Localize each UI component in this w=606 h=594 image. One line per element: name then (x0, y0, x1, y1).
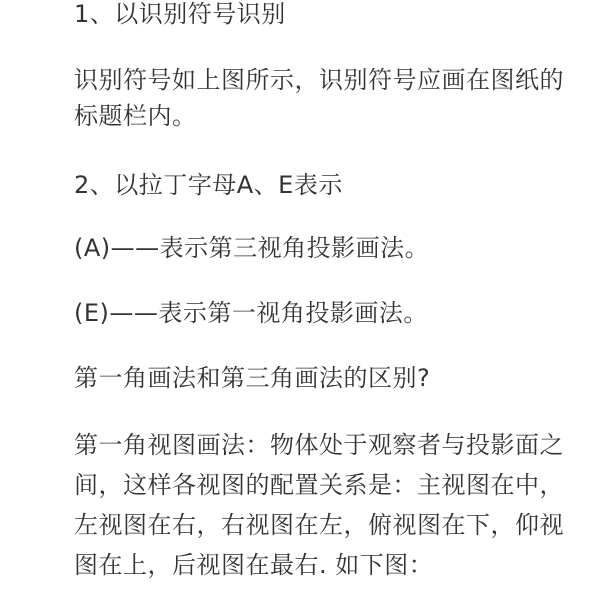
heading-identification-symbol: 1、以识别符号识别 (74, 0, 286, 28)
question-difference: 第一角画法和第三角画法的区别? (74, 364, 431, 392)
heading-latin-letters: 2、以拉丁字母A、E表示 (74, 171, 343, 199)
paragraph-third-angle: (A)——表示第三视角投影画法。 (74, 234, 430, 262)
paragraph-first-angle: (E)——表示第一视角投影画法。 (74, 299, 428, 327)
paragraph-first-angle-method: 第一角视图画法：物体处于观察者与投影面之间，这样各视图的配置关系是：主视图在中，左视图在右，右视图在左，俯视图在下，仰视图在上，后视图在最右. 如下图： (74, 431, 564, 579)
paragraph-identification-symbol: 识别符号如上图所示，识别符号应画在图纸的标题栏内。 (74, 66, 564, 130)
